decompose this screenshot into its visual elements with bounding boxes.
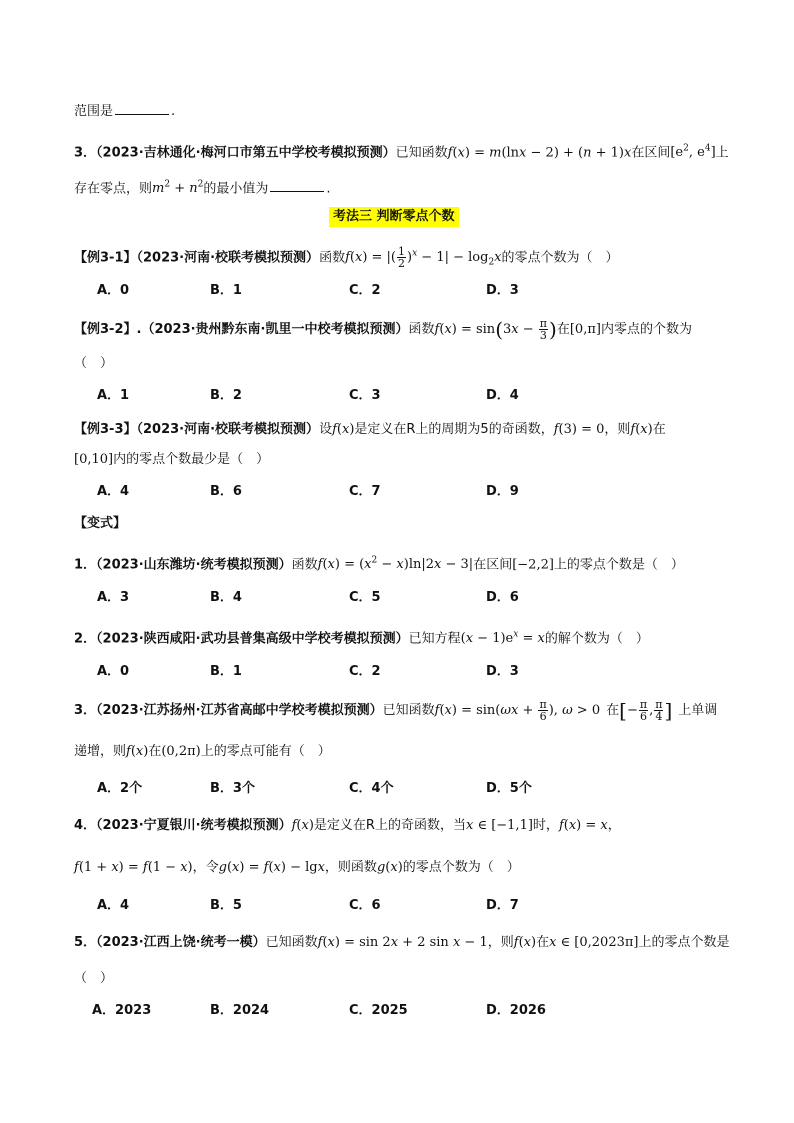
example-3-2-line-1 <box>74 318 692 341</box>
formula-fx: f(x) <box>630 422 653 437</box>
option-c[interactable]: C．2025 <box>349 1003 408 1018</box>
option-b[interactable]: B．2 <box>210 388 242 403</box>
question-text: 上单调 <box>678 703 718 718</box>
options-v4 <box>97 896 737 916</box>
option-c[interactable]: C．2 <box>349 664 381 679</box>
formula-interval: [$e^2$, $e^4$] <box>670 144 716 161</box>
example-3-2-line-2 <box>74 354 113 374</box>
question-source: （2023·吉林通化·梅河口市第五中学校考模拟预测） <box>96 145 396 161</box>
option-b[interactable]: B．4 <box>210 590 242 605</box>
option-b[interactable]: B．5 <box>210 898 242 913</box>
question-text: 是定义在R上的周期为5的奇函数， <box>354 422 554 437</box>
option-c[interactable]: C．5 <box>349 590 381 605</box>
option-c[interactable]: C．7 <box>349 484 381 499</box>
variant-1 <box>74 551 684 575</box>
formula-mn: $m^2 + n^2$ <box>152 180 204 197</box>
question-text: 是定义在R上的奇函数，当 <box>313 818 466 833</box>
option-d[interactable]: D．5个 <box>486 781 532 796</box>
option-d[interactable]: D．7 <box>486 898 519 913</box>
option-c[interactable]: C．4个 <box>349 781 394 796</box>
formula-f: f(x) = m(lnx − 2) + (n + 1)x <box>447 145 632 161</box>
variant-2 <box>74 625 649 649</box>
option-b[interactable]: B．6 <box>210 484 242 499</box>
question-text: 上的零点个数是（ ） <box>553 557 684 573</box>
question-source: （2023·江西上饶·统考一模） <box>96 935 266 950</box>
question-text: 在 <box>536 935 550 950</box>
formula-interval: [0,π] <box>569 322 601 337</box>
variant-5-line-2 <box>74 969 113 989</box>
options-v1 <box>97 588 737 608</box>
example-3-3-line-2 <box>74 450 269 470</box>
question-text: 已知函数 <box>395 145 448 161</box>
formula-domain: x ∈ [−1,1] <box>465 818 533 833</box>
answer-paren: （ ） <box>74 356 114 371</box>
question-text: 函数 <box>319 250 346 266</box>
option-a[interactable]: A．0 <box>97 283 130 298</box>
question-text: 递增，则 <box>74 744 127 759</box>
question-number: 5． <box>74 935 97 950</box>
period: . <box>326 181 331 197</box>
formula-interval: [− $\frac{\pi}{6}$ , $\frac{\pi}{4}$ ] <box>619 698 673 723</box>
option-b[interactable]: B．1 <box>210 283 242 298</box>
question-text: 上的零点个数是 <box>638 935 730 950</box>
formula-interval: (0,2π) <box>161 744 201 759</box>
question-text: 函数 <box>291 557 318 573</box>
question-source: （2023·河南·校联考模拟预测） <box>136 250 320 266</box>
formula-fx: f(x) <box>513 935 537 950</box>
option-a[interactable]: A．1 <box>97 388 130 403</box>
question-text: 内零点的个数为 <box>600 322 692 337</box>
option-b[interactable]: B．1 <box>210 664 242 679</box>
option-a[interactable]: A．4 <box>97 898 130 913</box>
question-text: ，则函数 <box>324 860 377 875</box>
question-number: 4． <box>74 818 97 833</box>
option-d[interactable]: D．3 <box>486 664 519 679</box>
formula-g: g(x) = f(x) − lgx <box>218 860 325 875</box>
formula-fx: f(x) <box>332 422 355 437</box>
formula-domain: x ∈ [0,2023π] <box>549 935 639 950</box>
options-v2 <box>97 662 737 682</box>
option-d[interactable]: D．9 <box>486 484 519 499</box>
question-number: 3． <box>74 145 97 161</box>
question-source: （2023·陕西咸阳·武功县普集高级中学校考模拟预测） <box>96 631 409 647</box>
options-3-3 <box>97 482 737 502</box>
formula-symmetry: f(1 + x) = f(1 − x) <box>74 860 193 875</box>
question-text: 时， <box>532 818 559 833</box>
formula-equation: $(x - 1)e^x = x$ <box>460 630 545 647</box>
formula-f: f(x) = |( $\frac{1}{2}$ )$^x - 1| - \log_2x$ <box>345 245 502 271</box>
question-text: 设 <box>319 422 333 437</box>
question-text: ，则 <box>604 422 631 437</box>
options-3-1 <box>97 281 737 301</box>
example-label: 【例3-2】 <box>74 322 137 337</box>
variant-3-line-2 <box>74 742 331 762</box>
question-source: .（2023·贵州黔东南·凯里一中校考模拟预测） <box>136 322 409 337</box>
variant-4-line-2 <box>74 858 520 878</box>
question-source: （2023·山东潍坊·统考模拟预测） <box>96 557 292 573</box>
example-label: 【例3-3】 <box>74 422 137 437</box>
option-a[interactable]: A．2023 <box>92 1003 152 1018</box>
option-b[interactable]: B．3个 <box>210 781 255 796</box>
text-range: 范围是 <box>74 104 114 119</box>
answer-blank <box>115 102 169 115</box>
options-3-2 <box>97 386 737 406</box>
question-text: 的零点个数为（ ） <box>402 860 520 875</box>
question-text: 在区间 <box>473 557 513 573</box>
section-title: 考法三 判断零点个数 <box>329 207 459 227</box>
formula-fx: f(x) <box>291 818 314 833</box>
formula-fx-eq: f(x) = x <box>558 818 608 833</box>
period: . <box>171 104 176 119</box>
formula-f: $f(x) = (x^2 - x)\ln|2x - 3|$ <box>317 556 474 573</box>
question-text: 在 <box>148 744 162 759</box>
option-b[interactable]: B．2024 <box>210 1003 270 1018</box>
question-text: 上 <box>715 145 729 161</box>
example-3-3-line-1 <box>74 420 666 440</box>
option-d[interactable]: D．3 <box>486 283 519 298</box>
option-a[interactable]: A．4 <box>97 484 130 499</box>
question-text: 存在零点，则 <box>74 181 153 197</box>
formula-interval: [0,10] <box>74 452 114 467</box>
question-text: 的解个数为（ ） <box>544 631 649 647</box>
formula-fx: f(x) <box>126 744 149 759</box>
question-text: 的零点个数为（ ） <box>501 250 619 266</box>
formula-f: f(x) = sin 2x + 2 sin x − 1 <box>317 935 488 950</box>
formula-gx: g(x) <box>376 860 403 875</box>
answer-paren: （ ） <box>74 971 114 986</box>
question-number: 1． <box>74 557 97 573</box>
question-text: 已知函数 <box>265 935 318 950</box>
question-text: 在 <box>556 322 570 337</box>
question-text: 在 <box>606 703 620 718</box>
question-text: 内的零点个数最少是（ ） <box>113 452 270 467</box>
option-a[interactable]: A．2个 <box>97 781 143 796</box>
variant-4-line-1 <box>74 816 621 836</box>
question-number: 3． <box>74 703 97 718</box>
option-c[interactable]: C．3 <box>349 388 381 403</box>
variant-label: 【变式】 <box>74 516 127 531</box>
option-a[interactable]: A．3 <box>97 590 130 605</box>
formula-f3: f(3) = 0 <box>553 422 605 437</box>
question-text: ， <box>607 818 621 833</box>
question-number: 2． <box>74 631 97 647</box>
options-v5 <box>92 1001 737 1021</box>
question-3-line-1 <box>74 139 729 163</box>
line-range <box>74 102 175 122</box>
example-3-1 <box>74 244 619 273</box>
question-text: 函数 <box>408 322 435 337</box>
question-text: ，令 <box>192 860 219 875</box>
option-c[interactable]: C．2 <box>349 283 381 298</box>
question-3-line-2 <box>74 175 331 199</box>
question-source: （2023·江苏扬州·江苏省高邮中学校考模拟预测） <box>96 703 383 718</box>
question-text: 在区间 <box>631 145 671 161</box>
formula-interval: [−2,2] <box>512 557 554 573</box>
question-text: ，则 <box>487 935 514 950</box>
option-c[interactable]: C．6 <box>349 898 381 913</box>
option-a[interactable]: A．0 <box>97 664 130 679</box>
question-text: 已知函数 <box>382 703 435 718</box>
formula-f: f(x) = sin(ωx + $\frac{\pi}{6}$ ), ω > 0 <box>434 698 601 723</box>
formula-f: f(x) = sin(3x − $\frac{\pi}{3}$ ) <box>434 317 557 342</box>
example-label: 【例3-1】 <box>74 250 137 266</box>
option-d[interactable]: D．2026 <box>486 1003 546 1018</box>
answer-blank <box>270 179 324 192</box>
option-d[interactable]: D．4 <box>486 388 519 403</box>
question-text: 的最小值为 <box>203 181 269 197</box>
question-text: 上的零点可能有（ ） <box>200 744 331 759</box>
question-source: （2023·河南·校联考模拟预测） <box>136 422 320 437</box>
variant-3-line-1 <box>74 699 717 722</box>
question-source: （2023·宁夏银川·统考模拟预测） <box>96 818 292 833</box>
option-d[interactable]: D．6 <box>486 590 519 605</box>
variant-5-line-1 <box>74 933 730 953</box>
options-v3 <box>97 779 737 799</box>
question-text: 已知方程 <box>408 631 461 647</box>
question-text: 在 <box>652 422 666 437</box>
